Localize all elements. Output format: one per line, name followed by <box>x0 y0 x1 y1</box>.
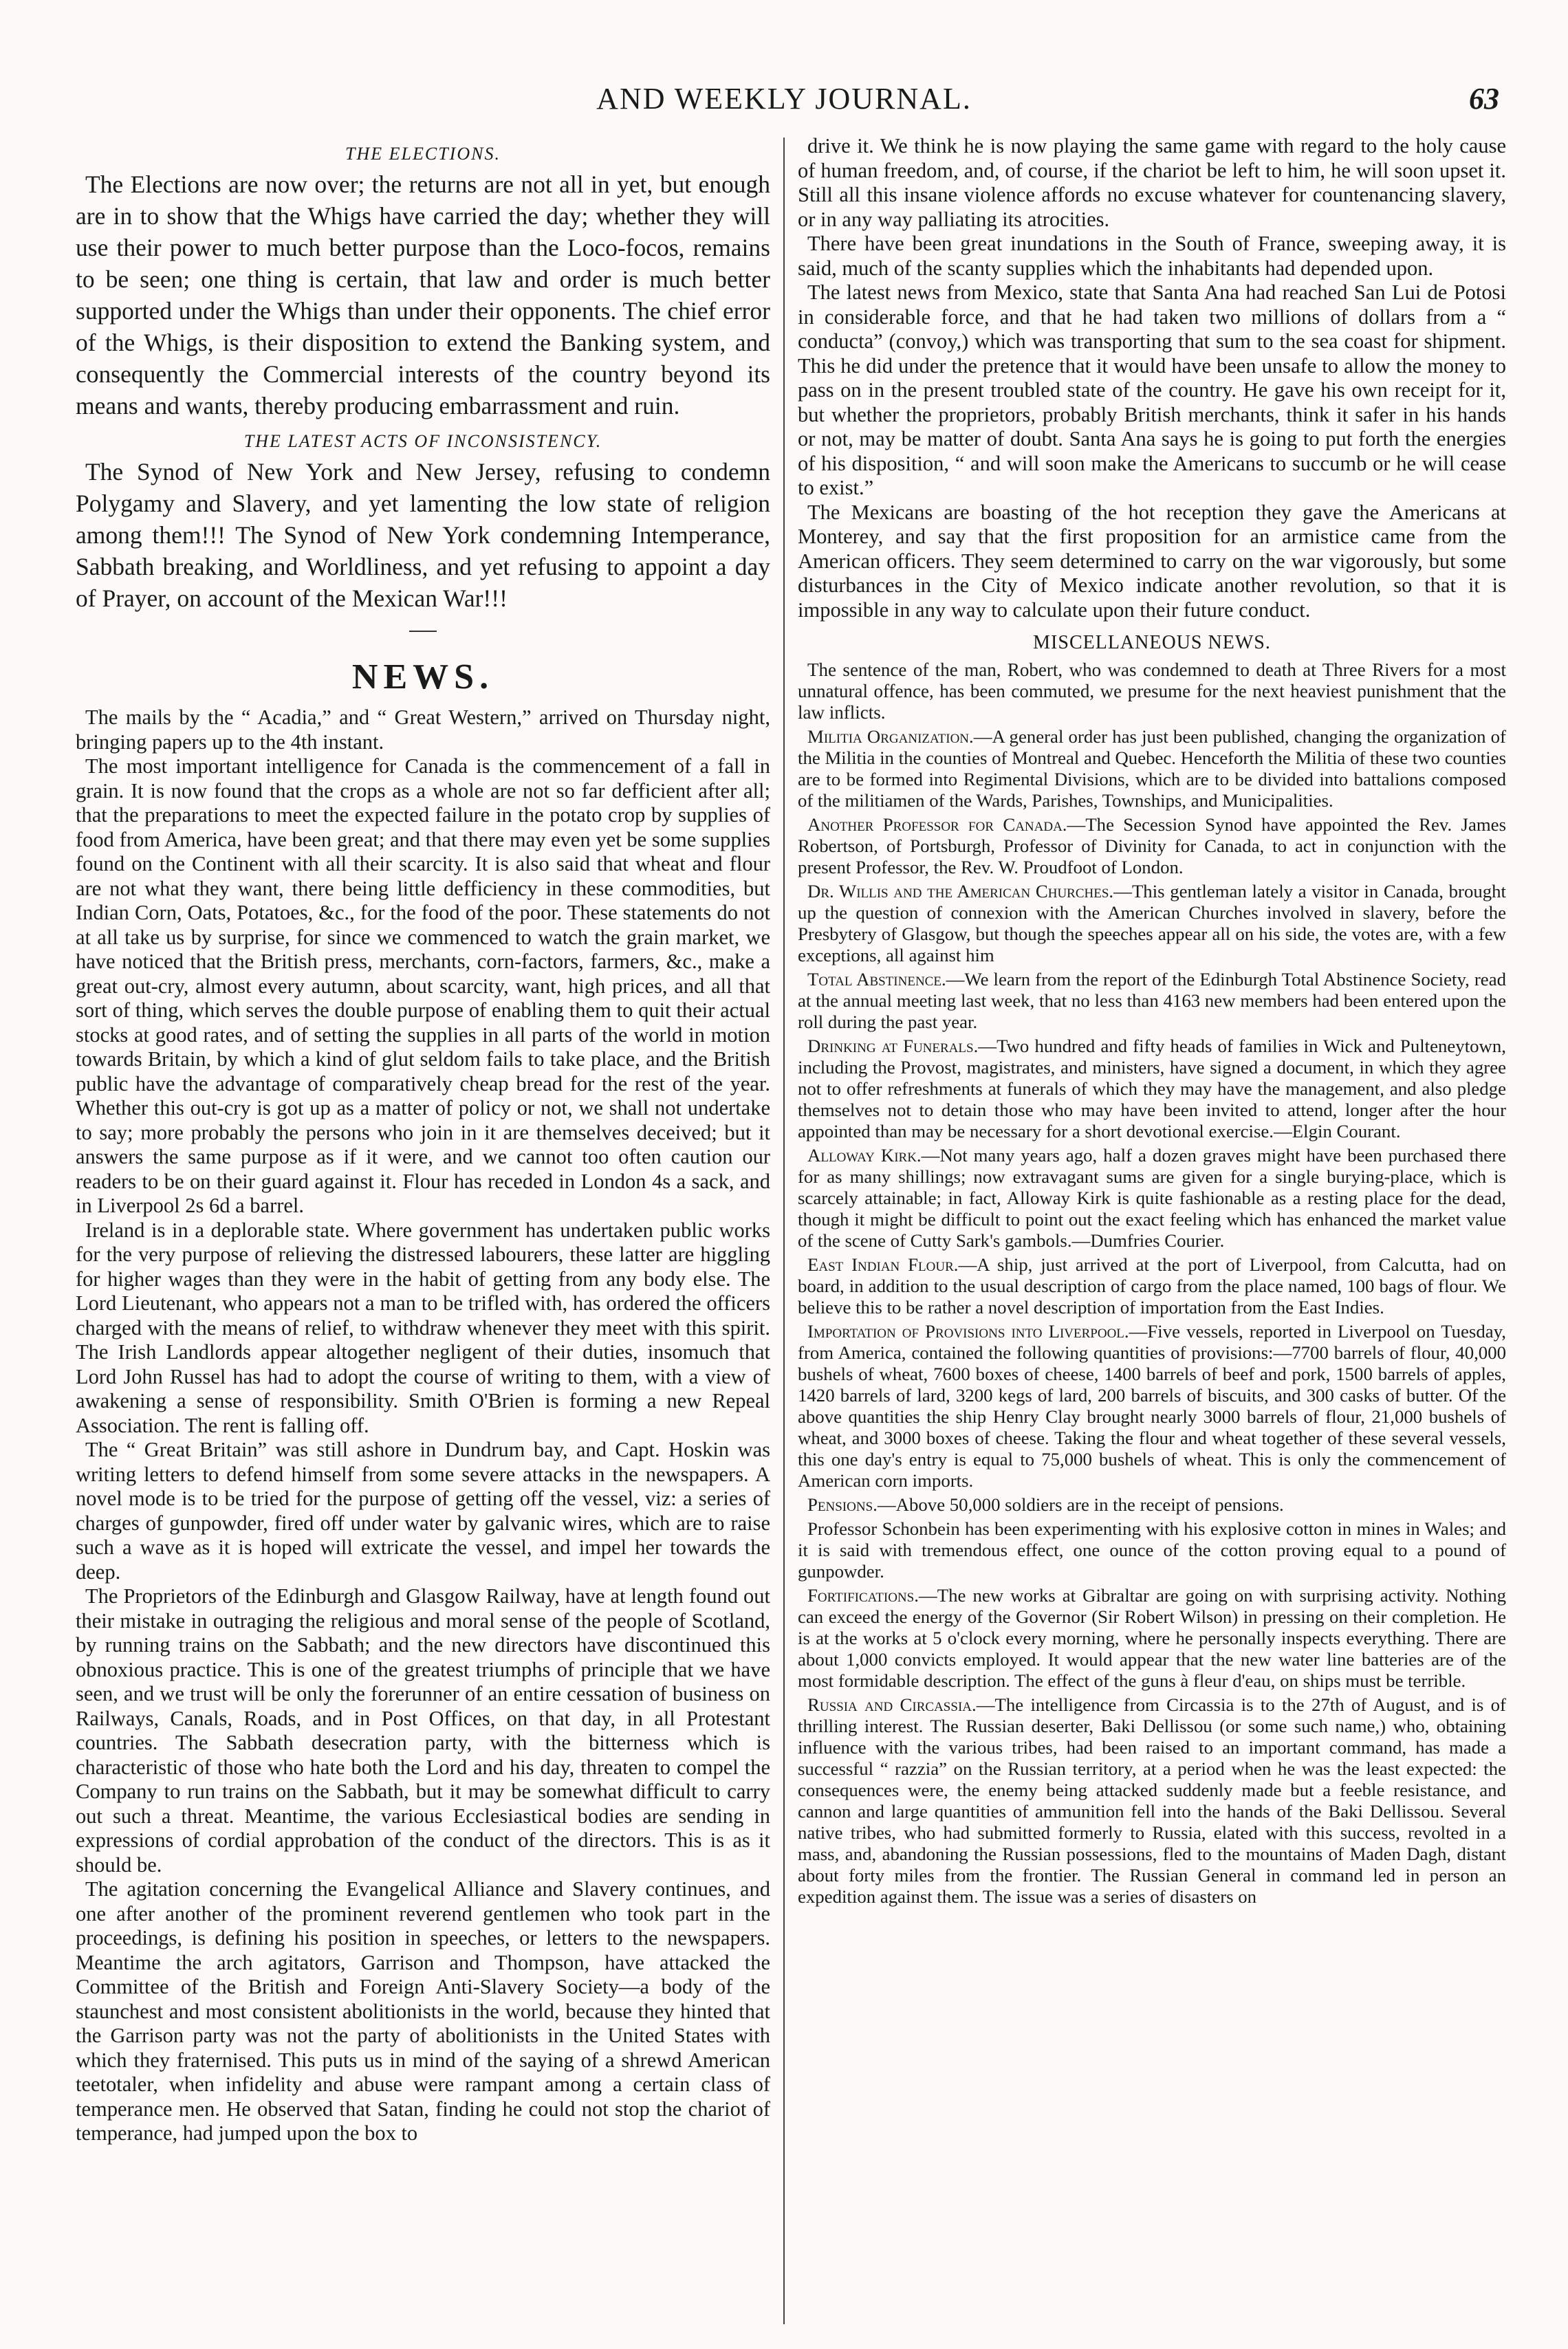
news-paragraph: The Proprietors of the Edinburgh and Glasgow Railway, have at length found out their mistake in outraging the religious and moral sense of the people of Scotland, by running trains on the Sabbath; and the new directors have discontinued this obnoxious practice. This is one of the greatest triumphs of principle that we have seen, and we trust will be only the forerunner of an entire cessation of business on Railways, Canals, Roads, and in Post Offices, on that day, in all Protestant countries. The Sabbath desecration party, with the bitterness which is characteristic of those who hate both the Lord and his day, threaten to compel the Company to run trains on the Sabbath, but it may be somewhat difficult to carry out such a threat. Meantime, the various Ecclesiastical bodies are sending in expressions of cordial approbation of the conduct of the directors. This is as it should be. <box>76 1584 770 1877</box>
misc-item-text: —Above 50,000 soldiers are in the receipt of pensions. <box>877 1494 1284 1515</box>
misc-item-label: Dr. Willis and the American Churches. <box>807 881 1114 902</box>
misc-item-text: —A ship, just arrived at the port of Liverpool, from Calcutta, had on board, in addition to the usual description of cargo from the place named, 100 bags of flour. We believe this to be rather a novel description of importation from the East Indies. <box>798 1254 1506 1318</box>
page-number: 63 <box>1469 82 1499 116</box>
misc-item-text: —This gentleman lately a visitor in Canada, brought up the question of connexion with the American Churches involved in slavery, before the Presbytery of Glasgow, but though the speeches appear all on his side, the votes are, with a few exceptions, all against him <box>798 881 1506 965</box>
news-paragraph: The most important intelligence for Canada is the commencement of a fall in grain. It is now found that the crops as a whole are not so far defficient after all; that the preparations to meet the expected failure in the potato crop by supplies of food from America, have been great; and that there may even yet be some supplies found on the Continent with all their scarcity. It is also said that wheat and flour are not what they want, there being little defficiency in these commodities, but Indian Corn, Oats, Potatoes, &c., for the food of the poor. These statements do not at all take us by surprise, for since we commenced to watch the grain market, we have noticed that the British press, merchants, corn-factors, farmers, &c., make a great out-cry, almost every autumn, about scarcity, want, high prices, and all that sort of thing, which serves the double purpose of enabling them to quit their actual stocks at good rates, and of setting the supplies in all parts of the world in motion towards Britain, by which a kind of glut seldom fails to take place, and the British public have the advantage of comparatively cheap bread for the rest of the year. Whether this out-cry is got up as a matter of policy or not, we shall not undertake to say; more probably the persons who join in it are themselves deceived; but it answers the same purpose as if it were, and we cannot too often caution our readers to be on their guard against it. Flour has receded in London 4s a sack, and in Liverpool 2s 6d a barrel. <box>76 754 770 1217</box>
misc-item <box>798 881 1506 966</box>
misc-item-text: —The Secession Synod have appointed the Rev. James Robertson, of Portsburgh, Professor of Divinity for Canada, to act in conjunction with the present Professor, the Rev. W. Proudfoot of London. <box>798 814 1507 877</box>
misc-item-text: The sentence of the man, Robert, who was condemned to death at Three Rivers for a most unnatural offence, has been commuted, we presume for the next heaviest punishment that the law inflicts. <box>798 659 1506 723</box>
news-paragraph: The agitation concerning the Evangelical Alliance and Slavery continues, and one after another of the prominent reverend gentlemen who took part in the proceedings, is defining his position in speeches, or letters to the newspapers. Meantime the arch agitators, Garrison and Thompson, have attacked the Committee of the British and Foreign Anti-Slavery Society—a body of the staunchest and most consistent abolitionists in the world, because they hinted that the Garrison party was not the party of abolitionists in the United States with which they fraternised. This puts us in mind of the saying of a shrewd American teetotaler, when infidelity and abuse were rampant among a certain class of temperance men. He observed that Satan, finding he could not stop the chariot of temperance, had jumped upon the box to <box>76 1877 770 2145</box>
news-paragraph: Ireland is in a deplorable state. Where government has undertaken public works for the very purpose of relieving the distressed labourers, these latter are higgling for higher wages than they were in the habit of getting from any body else. The Lord Lieutenant, who appears not a man to be trifled with, has ordered the officers charged with the means of relief, to withdraw whenever they meet with this spirit. The Irish Landlords appear altogether negligent of their duties, insomuch that Lord John Russel has had to adopt the course of writing to them, with a view of awakening a sense of responsibility. Smith O'Brien is forming a new Repeal Association. The rent is falling off. <box>76 1218 770 1437</box>
misc-item <box>798 1518 1506 1582</box>
misc-item <box>798 1036 1506 1142</box>
misc-item-text: —A general order has just been published, changing the organization of the Militia in the counties of Montreal and Quebec. Henceforth the Militia of these two counties are to be formed into Regimental Divisions, which are to be divided into battalions composed of the militiamen of the Wards, Parishes, Townships, and Municipalities. <box>798 726 1506 811</box>
misc-item <box>798 1321 1506 1492</box>
misc-item-label: East Indian Flour. <box>807 1254 959 1275</box>
misc-item-label: Fortifications. <box>807 1585 919 1606</box>
misc-item <box>798 969 1506 1033</box>
miscellaneous-heading: MISCELLANEOUS NEWS. <box>1033 632 1271 653</box>
misc-item <box>798 814 1506 878</box>
misc-item-label: Alloway Kirk. <box>807 1145 922 1166</box>
news-paragraph: The Mexicans are boasting of the hot reception they gave the Americans at Monterey, and say that the first proposition for an armistice came from the American officers. They seem determined to carry on the war vigorously, but some disturbances in the City of Mexico indicate another revolution, so that it is impossible in any way to calculate upon their future conduct. <box>798 500 1506 622</box>
news-paragraph: The mails by the “ Acadia,” and “ Great Western,” arrived on Thursday night, bringing papers up to the 4th instant. <box>76 706 770 754</box>
page-header <box>69 81 1499 129</box>
inconsistency-text: The Synod of New York and New Jersey, refusing to condemn Polygamy and Slavery, and yet lamenting the low state of religion among them!!! The Synod of New York condemning Intemperance, Sabbath breaking, and Worldliness, and yet refusing to appoint a day of Prayer, on account of the Mexican War!!! <box>76 458 770 612</box>
misc-item-text: —The intelligence from Circassia is to the 27th of August, and is of thrilling interest. The Russian deserter, Baki Dellissou (or some such name,) who, obtaining influence with the various tribes, had been raised to an important command, has made a successful “ razzia” on the Russian territory, at a period when he was the least expected: the consequences were, the enemy being attacked suddenly made but a feeble resistance, and cannon and large quantities of ammunition fell into the hands of the Baki Dellissou. Several native tribes, who had submitted formerly to Russia, elated with this success, revolted in a mass, and, abandoning the Russian possessions, fled to the mountains of Maden Dagh, distant about forty miles from the frontier. The Russian General in command led in person an expedition against them. The issue was a series of disasters on <box>798 1694 1506 1907</box>
inconsistency-heading: THE LATEST ACTS OF INCONSISTENCY. <box>243 431 602 451</box>
running-title: AND WEEKLY JOURNAL. <box>596 82 972 116</box>
misc-item <box>798 1694 1506 1908</box>
misc-item-label: Russia and Circassia. <box>807 1694 977 1715</box>
misc-item-text: —Not many years ago, half a dozen graves might have been purchased there for as many shillings; now extravagant sums are given for a single burying-place, which is scarcely attainable; in fact, Alloway Kirk is quite fashionable as a resting place for the dead, though it might be difficult to point out the exact feeling which has enhanced the market value of the scene of Cutty Sark's gambols.—Dumfries Courier. <box>798 1145 1506 1251</box>
misc-item-text: —The new works at Gibraltar are going on with surprising activity. Nothing can exceed the energy of the Governor (Sir Robert Wilson) in pressing on their completion. He is at the works at 5 o'clock every morning, where he personally inspects everything. There are about 1,000 convicts employed. It would appear that the new water line batteries are of the most formidable description. The effect of the guns à fleur d'eau, on ships must be terrible. <box>798 1585 1506 1691</box>
misc-item-label: Total Abstinence. <box>807 969 946 990</box>
right-column <box>798 134 1506 1910</box>
misc-item-label: Militia Organization. <box>807 726 974 747</box>
misc-item-text: Professor Schonbein has been experimenting with his explosive cotton in mines in Wales; and it is said with tremendous effect, one ounce of the cotton proving equal to a pound of gunpowder. <box>798 1518 1506 1582</box>
misc-item-label: Importation of Provisions into Liverpool. <box>807 1321 1129 1342</box>
misc-item-text: —We learn from the report of the Edinburgh Total Abstinence Society, read at the annual meeting last week, that no less than 4163 new members had been entered upon the roll during the past year. <box>798 969 1506 1032</box>
left-column <box>76 134 770 2146</box>
misc-item-text: —Two hundred and fifty heads of families in Wick and Pulteneytown, including the Provost, magistrates, and ministers, have signed a document, in which they agree not to offer refreshments at funerals of which they may have the management, and also pledge themselves not to detain those who may have been invited to attend, longer after the hour appointed than may be necessary for a short devotional exercise.—Elgin Courant. <box>798 1036 1506 1141</box>
misc-item <box>798 726 1506 811</box>
column-divider <box>783 138 785 2324</box>
news-paragraph: The latest news from Mexico, state that Santa Ana had reached San Lui de Potosi in considerable force, and that he had taken two millions of dollars from a “ conducta” (convoy,) which was transporting that sum to the sea coast for shipment. This he did under the pretence that it would have been unsafe to allow the money to pass on in the present troubled state of the country. He gave his own receipt for it, but whether the proprietors, probably British merchants, think it safer in his hands or not, may be matter of doubt. Santa Ana says he is going to put forth the energies of his disposition, “ and will soon make the Americans to succumb or he will cease to exist.” <box>798 281 1506 499</box>
misc-item-label: Another Professor for Canada. <box>807 814 1067 835</box>
misc-item <box>798 659 1506 723</box>
misc-item-text: —Five vessels, reported in Liverpool on Tuesday, from America, contained the following quantities of provisions:—7700 barrels of flour, 40,000 bushels of wheat, 7600 boxes of cheese, 1400 barrels of beef and pork, 1500 barrels of apples, 1420 barrels of lard, 3200 kegs of lard, 200 barrels of biscuits, and 300 casks of butter. Of the above quantities the ship Henry Clay brought nearly 3000 barrels of flour, 21,000 bushels of wheat, and 3000 boxes of cheese. Taking the flour and wheat together of these several vessels, this one day's entry is equal to 75,000 bushels of wheat. This is only the commencement of American corn imports. <box>798 1321 1506 1491</box>
misc-item <box>798 1145 1506 1252</box>
misc-item <box>798 1254 1506 1318</box>
misc-item-label: Drinking at Funerals. <box>807 1036 979 1056</box>
news-paragraph: The “ Great Britain” was still ashore in Dundrum bay, and Capt. Hoskin was writing letters to defend himself from some severe attacks in the newspapers. A novel mode is to be tried for the purpose of getting off the vessel, viz: a series of charges of gunpowder, fired off under water by galvanic wires, which are to raise such a wave as it is hoped will extricate the vessel, and impel her towards the deep. <box>76 1438 770 1584</box>
news-paragraph: drive it. We think he is now playing the same game with regard to the holy cause of human freedom, and, of course, if the chariot be left to him, he will soon upset it. Still all this insane violence affords no excuse whatever for countenancing slavery, or in any way palliating its atrocities. <box>798 134 1506 231</box>
misc-item <box>798 1585 1506 1692</box>
news-heading: NEWS. <box>351 657 494 697</box>
section-rule <box>409 631 437 632</box>
news-paragraph: There have been great inundations in the South of France, sweeping away, it is said, much of the scanty supplies which the inhabitants had depended upon. <box>798 232 1506 280</box>
misc-item-label: Pensions. <box>807 1494 878 1515</box>
misc-item <box>798 1494 1506 1516</box>
elections-text: The Elections are now over; the returns are not all in yet, but enough are in to show that the Whigs have carried the day; whether they will use their power to much better purpose than the Loco-focos, remains to be seen; one thing is certain, that law and order is much better supported under the Whigs than under their opponents. The chief error of the Whigs, is their disposition to extend the Banking system, and consequently the Commercial interests of the country beyond its means and wants, thereby producing embarrassment and ruin. <box>76 171 770 419</box>
elections-heading: THE ELECTIONS. <box>345 144 501 164</box>
